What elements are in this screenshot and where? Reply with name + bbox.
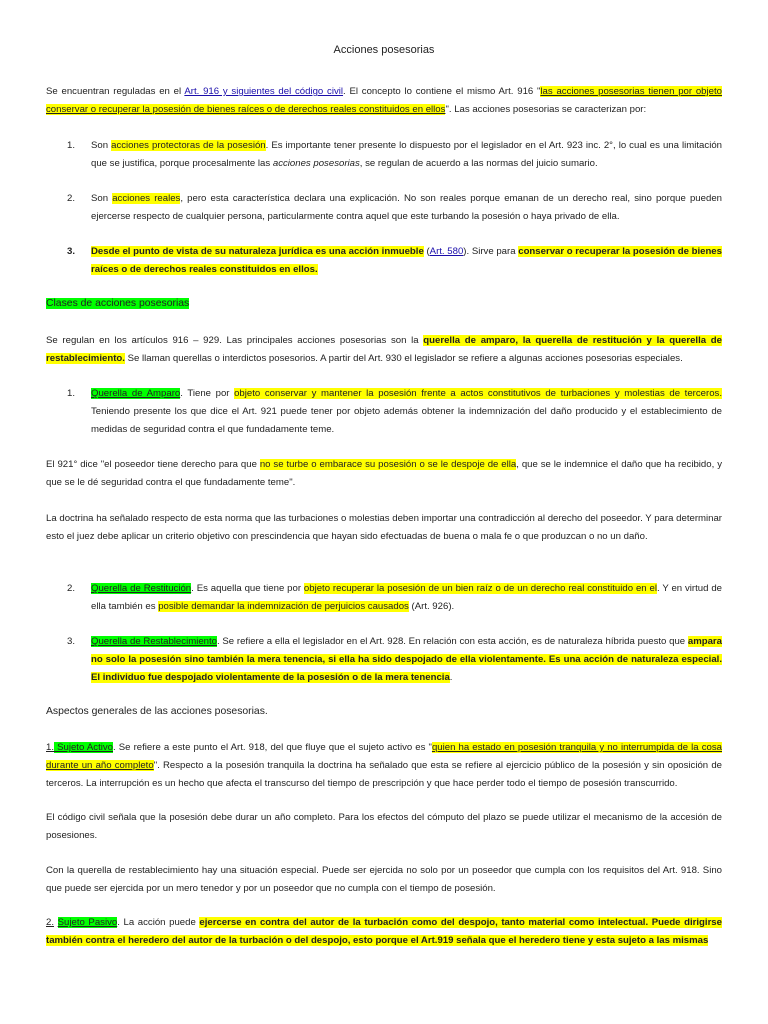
querella-restablecimiento-item bbox=[91, 633, 722, 687]
sujeto-pasivo-label: Sujeto Pasivo bbox=[57, 917, 118, 928]
intro-highlight: las acciones posesorias tienen por objeto conservar o recuperar la posesión de bienes raíces o de derechos reales constituidos en ellos bbox=[46, 86, 722, 115]
section-heading-clases bbox=[46, 295, 189, 313]
querella-amparo-item bbox=[91, 385, 722, 439]
sujeto-activo-text-1: . Se refiere a este punto el Art. 918, del que fluye que el sujeto activo es " bbox=[113, 742, 432, 753]
querella-restablecimiento-label: Querella de Restablecimiento bbox=[91, 636, 217, 647]
restablecimiento-paragraph: Con la querella de restablecimiento hay una situación especial. Puede ser ejercida no solo por un poseedor que cumpla con los requisitos del Art. 918. Sino que puede ser ejercida por un mero tenedor y por un poseedor que no cumpla con el tiempo de posesión. bbox=[46, 865, 722, 894]
sujeto-activo-text-2: ". Respecto a la posesión tranquila la doctrina ha señalado que esta se refiere al ejercicio público de la posesión y sin oposición de terceros. La interrupción es un hecho que afecta el transcurso del tiempo de prescripción y que hace perder todo el tiempo de posesión transcurrido. bbox=[46, 760, 722, 789]
item2-text-2: , pero esta característica declara una explicación. No son reales porque emanan de un derecho real, sino porque pueden ejercerse respecto de cualquier persona, particularmente contra aquel que este turbando la posesión o haya privado de ella. bbox=[91, 193, 722, 222]
list-number-q3: 3. bbox=[67, 636, 76, 647]
item1-text-2: . Es importante tener presente lo dispuesto por el legislador en el Art. 923 inc. 2°, lo cual es una limitación que se justifica, porque procesalmente las bbox=[91, 140, 722, 169]
sujeto-activo-number: 1. bbox=[46, 742, 55, 753]
q2-highlight-1: objeto recuperar la posesión de un bien raíz o de un derecho real constituido en el bbox=[303, 583, 657, 594]
list-number-q2: 2. bbox=[67, 583, 76, 594]
q3-text-1: . Se refiere a ella el legislador en el Art. 928. En relación con esta acción, es de naturaleza híbrida puesto que bbox=[217, 636, 688, 647]
sujeto-activo-paragraph bbox=[46, 739, 722, 793]
q1-highlight: objeto conservar y mantener la posesión frente a actos constitutivos de turbaciones y molestias de terceros. bbox=[234, 388, 722, 399]
item1-italic: acciones posesorias bbox=[272, 158, 360, 169]
item3-highlight-2: conservar o recuperar la posesión de bienes raíces o de derechos reales constituidos en ellos. bbox=[91, 246, 722, 275]
intro-text-2: . El concepto lo contiene el mismo Art. 916 " bbox=[343, 86, 541, 97]
list-number-2: 2. bbox=[67, 193, 76, 204]
q2-text-1: . Es aquella que tiene por bbox=[191, 583, 304, 594]
clases-text-2: Se llaman querellas o interdictos posesorios. A partir del Art. 930 el legislador se refiere a algunas acciones posesorias especiales. bbox=[124, 353, 683, 364]
q1-text-1: . Tiene por bbox=[180, 388, 235, 399]
q2-text-2: . Y en virtud de ella también es bbox=[91, 583, 722, 612]
item3-text-1: ( bbox=[423, 246, 430, 257]
item1-highlight: acciones protectoras de la posesión bbox=[111, 140, 266, 151]
intro-text-3: ". Las acciones posesorias se caracterizan por: bbox=[445, 104, 647, 115]
list-item-3 bbox=[91, 243, 722, 279]
item1-text-3: , se regulan de acuerdo a las normas del juicio sumario. bbox=[359, 158, 598, 169]
q1-text-2: Teniendo presente los que dice el Art. 921 puede tener por objeto además obtener la indemnización del daño producido y el establecimiento de medidas de seguridad contra el que fundadamente teme. bbox=[91, 406, 722, 435]
computo-paragraph: El código civil señala que la posesión debe durar un año completo. Para los efectos del cómputo del plazo se puede utilizar el mecanismo de la accesión de posesiones. bbox=[46, 812, 722, 841]
q3-highlight: ampara no solo la posesión sino también la mera tenencia, si ella ha sido despojado de ella violentamente. Es una acción de naturaleza especial. El individuo fue despojado violentamente de la posesión o de la mera tenencia bbox=[91, 636, 722, 683]
section-heading-aspectos: Aspectos generales de las acciones posesorias. bbox=[46, 706, 268, 717]
sujeto-activo-label: Sujeto Activo bbox=[54, 742, 113, 753]
querella-amparo-label: Querella de Amparo bbox=[91, 388, 181, 399]
link-art-916[interactable]: Art. 916 y siguientes del código civil bbox=[184, 86, 344, 97]
list-number-3: 3. bbox=[67, 246, 76, 257]
list-number-1: 1. bbox=[67, 140, 76, 151]
sujeto-pasivo-paragraph bbox=[46, 914, 722, 950]
sujeto-activo-highlight: quien ha estado en posesión tranquila y no interrumpida de la cosa durante un año completo bbox=[46, 742, 722, 771]
q2-highlight-2: posible demandar la indemnización de perjuicios causados bbox=[158, 601, 409, 612]
list-item-2 bbox=[91, 190, 722, 226]
intro-paragraph bbox=[46, 83, 722, 119]
querella-restitucion-item bbox=[91, 580, 722, 616]
querella-restitucion-label: Querella de Restitución bbox=[91, 583, 192, 594]
sujeto-pasivo-number: 2. bbox=[46, 917, 55, 928]
doctrina-paragraph: La doctrina ha señalado respecto de esta norma que las turbaciones o molestias deben importar una contradicción al derecho del poseedor. Y para determinar esto el juez debe aplicar un criterio objetivo con prescindencia que hayan sido efectuadas de buena o mala fe o que produzcan o no un daño. bbox=[46, 513, 722, 542]
item3-text-2: ). Sirve para bbox=[463, 246, 519, 257]
list-item-1 bbox=[91, 137, 722, 173]
art921-paragraph bbox=[46, 456, 722, 492]
q3-text-2: . bbox=[449, 672, 453, 683]
sujeto-pasivo-text-1: . La acción puede bbox=[117, 917, 200, 928]
list-number-q1: 1. bbox=[67, 388, 76, 399]
item3-highlight-1: Desde el punto de vista de su naturaleza jurídica es una acción inmueble bbox=[91, 246, 424, 257]
page-title: Acciones posesorias bbox=[333, 44, 435, 56]
art921-text-1: El 921° dice "el poseedor tiene derecho para que bbox=[46, 459, 260, 470]
clases-highlight: querella de amparo, la querella de restitución y la querella de restablecimiento. bbox=[46, 335, 722, 364]
item2-text-1: Son bbox=[91, 193, 113, 204]
item1-text-1: Son bbox=[91, 140, 112, 151]
link-art-580[interactable]: Art. 580 bbox=[429, 246, 464, 257]
clases-text-1: Se regulan en los artículos 916 – 929. Las principales acciones posesorias son la bbox=[46, 335, 424, 346]
art921-text-2: , que se le indemnice el daño que ha recibido, y que se le dé seguridad contra el que fundadamente teme". bbox=[46, 459, 722, 488]
intro-text-1: Se encuentran reguladas en el bbox=[46, 86, 185, 97]
sujeto-pasivo-highlight: ejercerse en contra del autor de la turbación como del despojo, tanto material como intelectual. Puede dirigirse también contra el heredero del autor de la turbación o del despojo, esto porque el Art.919 señala que el heredero tiene y esta sujeto a las mismas bbox=[46, 917, 722, 946]
item2-highlight: acciones reales bbox=[112, 193, 181, 204]
heading-clases-text: Clases de acciones posesorias bbox=[46, 298, 190, 309]
art921-highlight: no se turbe o embarace su posesión o se le despoje de ella bbox=[259, 459, 517, 470]
q2-text-3: (Art. 926). bbox=[408, 601, 455, 612]
clases-paragraph bbox=[46, 332, 722, 368]
